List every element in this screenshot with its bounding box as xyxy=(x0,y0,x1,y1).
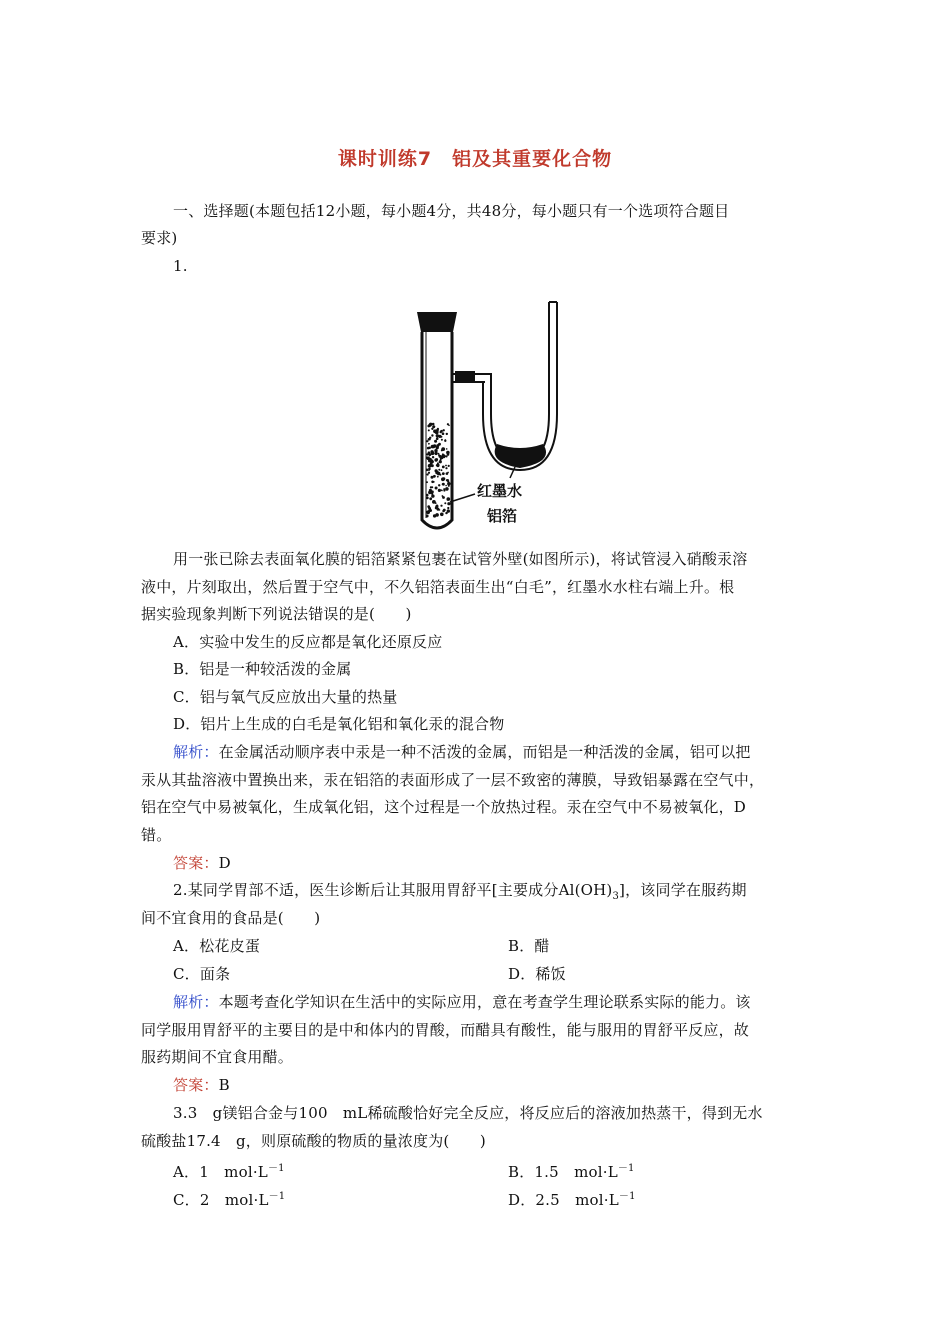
q1-stem-line: 据实验现象判断下列说法错误的是( ) xyxy=(141,605,412,623)
foil-speckle xyxy=(432,500,436,504)
foil-speckle xyxy=(431,494,434,497)
unit-exponent: －1 xyxy=(267,1163,285,1174)
foil-speckle xyxy=(430,486,432,488)
foil-speckle xyxy=(431,476,434,479)
q3-option-b xyxy=(508,1159,635,1182)
q2-option-c: C．面条 xyxy=(173,965,231,983)
analysis-label: 解析： xyxy=(173,743,219,761)
foil-speckle xyxy=(431,490,434,493)
foil-speckle xyxy=(446,448,448,450)
foil-speckle xyxy=(436,437,439,440)
foil-speckle xyxy=(428,447,431,450)
foil-speckle xyxy=(445,465,447,467)
foil-speckle xyxy=(428,465,430,467)
foil-speckle xyxy=(426,494,429,497)
foil-speckle xyxy=(437,462,439,464)
foil-speckle xyxy=(429,509,432,512)
foil-speckle xyxy=(428,429,430,431)
analysis-text: 在金属活动顺序表中汞是一种不活泼的金属，而铝是一种活泼的金属，铝可以把 xyxy=(218,743,751,761)
answer-value: D xyxy=(218,854,231,872)
foil-speckle xyxy=(441,489,443,491)
foil-speckle xyxy=(441,447,445,451)
foil-speckle xyxy=(442,472,445,475)
foil-speckle xyxy=(445,512,447,514)
q1-answer xyxy=(173,853,231,873)
foil-speckle xyxy=(444,440,446,442)
q1-analysis-line: 错。 xyxy=(141,826,172,844)
q2-option-d: D．稀饭 xyxy=(508,965,566,983)
foil-speckle xyxy=(432,456,434,458)
label-red-ink: 红墨水 xyxy=(477,482,523,500)
foil-speckle xyxy=(445,455,447,457)
foil-speckle xyxy=(428,472,430,474)
foil-speckle xyxy=(445,485,447,487)
foil-speckle xyxy=(438,469,440,471)
q1-option-a: A．实验中发生的反应都是氧化还原反应 xyxy=(173,633,443,651)
q2-stem-line: 间不宜食用的食品是( ) xyxy=(141,909,321,927)
foil-speckle xyxy=(448,485,450,487)
foil-speckle xyxy=(438,453,440,455)
foil-speckle xyxy=(447,423,449,425)
foil-speckle xyxy=(435,429,439,433)
q1-option-b: B．铝是一种较活泼的金属 xyxy=(173,660,352,678)
foil-speckle xyxy=(443,488,445,490)
foil-speckle xyxy=(433,514,436,517)
foil-speckle xyxy=(435,507,438,510)
q1-option-d: D．铝片上生成的白毛是氧化铝和氧化汞的混合物 xyxy=(173,715,505,733)
q1-number: 1. xyxy=(173,257,188,275)
experiment-figure xyxy=(405,292,585,537)
q3-option-d xyxy=(508,1187,636,1210)
foil-speckle xyxy=(442,483,444,485)
unit-exponent: －1 xyxy=(618,1191,636,1202)
foil-speckle xyxy=(439,509,441,511)
foil-speckle xyxy=(429,497,432,500)
q2-analysis-line: 服药期间不宜食用醋。 xyxy=(141,1048,294,1066)
foil-speckle xyxy=(442,466,445,469)
foil-speckle xyxy=(432,423,435,426)
foil-speckle xyxy=(438,484,440,486)
answer-label: 答案： xyxy=(173,1076,219,1094)
foil-speckle xyxy=(442,477,445,480)
foil-speckle xyxy=(428,424,431,427)
q1-analysis-line: 汞从其盐溶液中置换出来，汞在铝箔的表面形成了一层不致密的薄膜，导致铝暴露在空气中， xyxy=(141,771,765,789)
foil-speckle xyxy=(443,455,445,457)
foil-speckle xyxy=(426,440,428,442)
foil-speckle xyxy=(445,487,449,491)
foil-speckle xyxy=(437,464,440,467)
q3-stem-line: 硫酸盐17.4 g，则原硫酸的物质的量浓度为( ) xyxy=(141,1132,486,1150)
foil-speckle xyxy=(426,469,429,472)
page-title: 课时训练7 铝及其重要化合物 xyxy=(337,148,613,170)
analysis-text: 本题考查化学知识在生活中的实际应用，意在考查学生理论联系实际的能力。该 xyxy=(218,993,751,1011)
q3-stem-line: 3.3 g镁铝合金与100 mL稀硫酸恰好完全反应，将反应后的溶液加热蒸干，得到无水 xyxy=(173,1104,763,1122)
foil-speckle xyxy=(435,487,438,490)
foil-speckle xyxy=(431,452,435,456)
foil-speckle xyxy=(440,505,442,507)
q2-analysis-line xyxy=(173,992,751,1012)
foil-speckle xyxy=(429,437,431,439)
q1-stem-line: 液中，片刻取出，然后置于空气中，不久铝箔表面生出“白毛”，红墨水水柱右端上升。根 xyxy=(141,578,735,596)
foil-speckle xyxy=(433,426,435,428)
foil-speckle xyxy=(431,434,433,436)
unit-exponent: －1 xyxy=(268,1191,286,1202)
q2-stem-line xyxy=(173,880,747,907)
q3-option-a xyxy=(173,1159,285,1182)
foil-speckle xyxy=(446,433,448,435)
foil-speckle xyxy=(435,471,439,475)
foil-speckle xyxy=(447,507,449,509)
foil-speckle xyxy=(448,465,450,467)
foil-speckles xyxy=(424,422,451,520)
foil-speckle xyxy=(447,502,450,505)
foil-speckle xyxy=(447,482,450,485)
option-text: A．1 mol·L xyxy=(173,1163,268,1181)
q2-stem-text: 2.某同学胃部不适，医生诊断后让其服用胃舒平[主要成分Al(OH) xyxy=(173,881,613,899)
foil-speckle xyxy=(434,452,437,455)
foil-speckle xyxy=(427,473,429,475)
foil-speckle xyxy=(434,458,437,461)
foil-speckle xyxy=(428,458,432,462)
foil-speckle xyxy=(442,432,445,435)
foil-speckle xyxy=(431,428,433,430)
q2-stem-text: ]，该同学在服药期 xyxy=(619,881,747,899)
answer-label: 答案： xyxy=(173,854,219,872)
unit-exponent: －1 xyxy=(617,1163,635,1174)
foil-speckle xyxy=(445,467,447,469)
foil-speckle xyxy=(438,489,441,492)
option-text: B．1.5 mol·L xyxy=(508,1163,618,1181)
foil-speckle xyxy=(442,453,444,455)
q3-option-c xyxy=(173,1187,285,1210)
foil-speckle xyxy=(443,429,445,431)
foil-speckle xyxy=(440,513,444,517)
foil-speckle xyxy=(444,502,446,504)
foil-speckle xyxy=(438,443,441,446)
foil-speckle xyxy=(436,505,438,507)
section-heading: 一、选择题(本题包括12小题，每小题4分，共48分，每小题只有一个选项符合题目 xyxy=(173,202,730,220)
option-text: C．2 mol·L xyxy=(173,1191,269,1209)
q2-option-a: A．松花皮蛋 xyxy=(173,937,261,955)
foil-speckle xyxy=(426,481,428,483)
foil-speckle xyxy=(428,443,430,445)
option-text: D．2.5 mol·L xyxy=(508,1191,619,1209)
q1-stem-line: 用一张已除去表面氧化膜的铝箔紧紧包裹在试管外壁(如图所示)，将试管浸入硝酸汞溶 xyxy=(173,550,748,568)
foil-speckle xyxy=(447,472,449,474)
section-heading-cont: 要求) xyxy=(141,229,178,247)
q2-analysis-line: 同学服用胃舒平的主要目的是中和体内的胃酸，而醋具有酸性，能与服用的胃舒平反应，故 xyxy=(141,1021,750,1039)
foil-speckle xyxy=(431,481,434,484)
label-al-foil: 铝箔 xyxy=(487,507,518,525)
foil-speckle xyxy=(436,446,439,449)
foil-speckle xyxy=(434,440,437,443)
foil-speckle xyxy=(442,495,444,497)
q1-analysis-line xyxy=(173,742,751,762)
foil-speckle xyxy=(447,497,451,501)
q2-option-b: B．醋 xyxy=(508,937,550,955)
foil-speckle xyxy=(426,515,429,518)
q2-subscript: 3 xyxy=(612,891,620,902)
foil-speckle xyxy=(426,497,429,500)
foil-speckle xyxy=(441,439,443,441)
q2-answer xyxy=(173,1075,230,1095)
q1-analysis-line: 铝在空气中易被氧化，生成氧化铝，这个过程是一个放热过程。汞在空气中不易被氧化，D xyxy=(141,798,747,816)
foil-speckle xyxy=(442,510,445,513)
foil-speckle xyxy=(441,469,443,471)
foil-speckle xyxy=(431,445,435,449)
foil-speckle xyxy=(446,451,450,455)
foil-speckle xyxy=(447,479,449,481)
q1-option-c: C．铝与氧气反应放出大量的热量 xyxy=(173,688,398,706)
foil-speckle xyxy=(438,435,441,438)
foil-speckle xyxy=(440,431,442,433)
analysis-label: 解析： xyxy=(173,993,219,1011)
answer-value: B xyxy=(218,1076,230,1094)
foil-speckle xyxy=(437,476,439,478)
foil-speckle xyxy=(428,456,430,458)
foil-speckle xyxy=(428,470,430,472)
foil-speckle xyxy=(439,455,442,458)
